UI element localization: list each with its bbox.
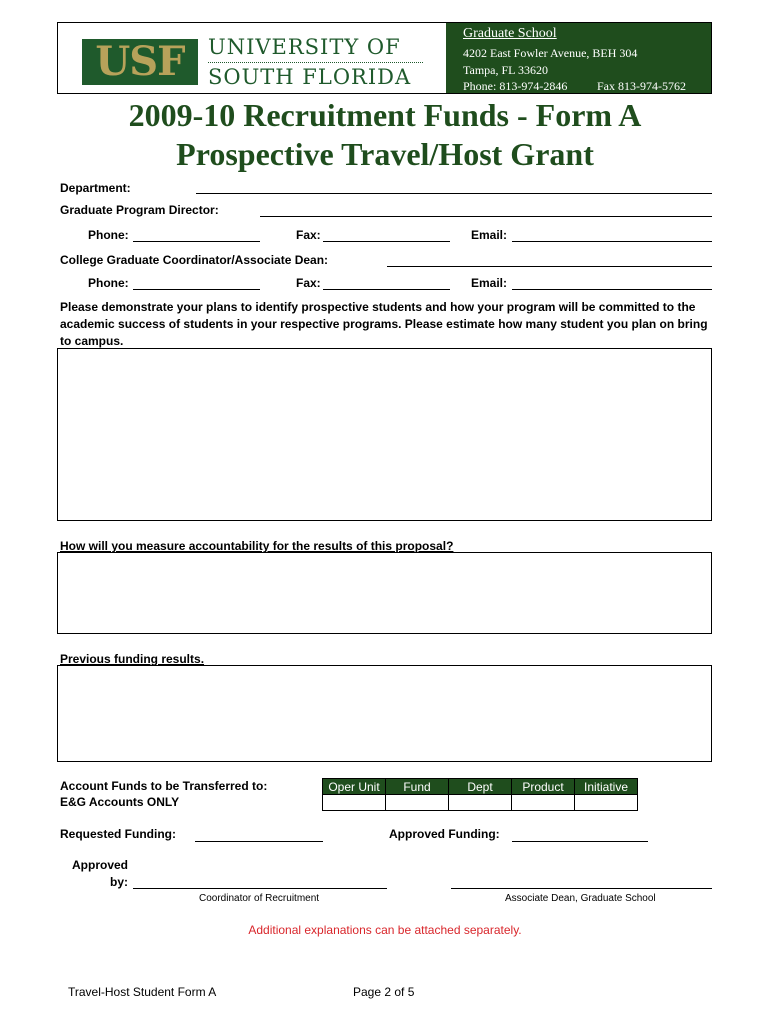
coordinator-signature-caption: Coordinator of Recruitment <box>199 893 320 904</box>
coordinator-phone-field[interactable] <box>133 289 260 290</box>
initiative-cell[interactable] <box>575 795 638 811</box>
form-title-line2: Prospective Travel/Host Grant <box>176 136 594 172</box>
school-phone: Phone: 813-974-2846 <box>463 79 568 93</box>
requested-funding-field[interactable] <box>195 841 323 842</box>
col-dept: Dept <box>449 779 512 795</box>
coordinator-label: College Graduate Coordinator/Associate Dean: <box>60 253 329 267</box>
account-funds-label: Account Funds to be Transferred to: <box>60 779 268 793</box>
director-label: Graduate Program Director: <box>60 203 219 217</box>
coordinator-fax-field[interactable] <box>323 289 450 290</box>
school-address: 4202 East Fowler Avenue, BEH 304 <box>463 46 638 60</box>
footer-form-name: Travel-Host Student Form A <box>68 985 217 999</box>
col-initiative: Initiative <box>575 779 638 795</box>
director-fax-field[interactable] <box>323 241 450 242</box>
school-fax: Fax 813-974-5762 <box>597 79 686 93</box>
university-name-line1: UNIVERSITY OF <box>208 35 401 59</box>
department-label: Department: <box>60 181 131 195</box>
footer-page-number: Page 2 of 5 <box>353 985 415 999</box>
additional-note: Additional explanations can be attached separately. <box>248 923 522 937</box>
eg-accounts-label: E&G Accounts ONLY <box>60 795 180 809</box>
coordinator-fax-label: Fax: <box>296 276 321 290</box>
university-name-line2: SOUTH FLORIDA <box>208 65 412 89</box>
plans-question: Please demonstrate your plans to identify prospective students and how your program will be committed to the academic success of students in your respective programs. Please estimate how many student you plan on bring to campus. <box>60 300 708 348</box>
form-title-line1: 2009-10 Recruitment Funds - Form A <box>128 97 642 133</box>
previous-funding-answer-box[interactable] <box>57 665 712 762</box>
coordinator-field[interactable] <box>387 266 712 267</box>
oper-unit-cell[interactable] <box>323 795 386 811</box>
accountability-question: How will you measure accountability for the results of this proposal? <box>60 539 454 553</box>
director-phone-label: Phone: <box>88 228 129 242</box>
dept-cell[interactable] <box>449 795 512 811</box>
dean-signature-caption: Associate Dean, Graduate School <box>505 893 656 904</box>
col-fund: Fund <box>386 779 449 795</box>
requested-funding-label: Requested Funding: <box>60 827 176 841</box>
approved-label: Approved <box>72 858 129 872</box>
logo-divider <box>208 62 423 63</box>
plans-answer-box[interactable] <box>57 348 712 521</box>
previous-funding-question: Previous funding results. <box>60 652 205 666</box>
approved-by-label: by: <box>110 875 128 889</box>
director-phone-field[interactable] <box>133 241 260 242</box>
product-cell[interactable] <box>512 795 575 811</box>
director-field[interactable] <box>260 216 712 217</box>
usf-logo-mark: USF <box>82 39 198 85</box>
department-field[interactable] <box>196 193 712 194</box>
letterhead <box>57 22 712 94</box>
coordinator-email-label: Email: <box>471 276 508 290</box>
usf-logo <box>58 23 446 93</box>
school-name: Graduate School <box>463 26 557 41</box>
col-product: Product <box>512 779 575 795</box>
graduate-school-panel <box>446 23 711 93</box>
account-table <box>322 778 638 811</box>
approved-funding-label: Approved Funding: <box>389 827 500 841</box>
accountability-answer-box[interactable] <box>57 552 712 634</box>
director-email-label: Email: <box>471 228 508 242</box>
coordinator-email-field[interactable] <box>512 289 712 290</box>
director-fax-label: Fax: <box>296 228 321 242</box>
dean-signature-line[interactable] <box>451 888 712 889</box>
col-oper-unit: Oper Unit <box>323 779 386 795</box>
coordinator-phone-label: Phone: <box>88 276 129 290</box>
director-email-field[interactable] <box>512 241 712 242</box>
coordinator-signature-line[interactable] <box>133 888 387 889</box>
school-city: Tampa, FL 33620 <box>463 63 549 77</box>
fund-cell[interactable] <box>386 795 449 811</box>
approved-funding-field[interactable] <box>512 841 648 842</box>
